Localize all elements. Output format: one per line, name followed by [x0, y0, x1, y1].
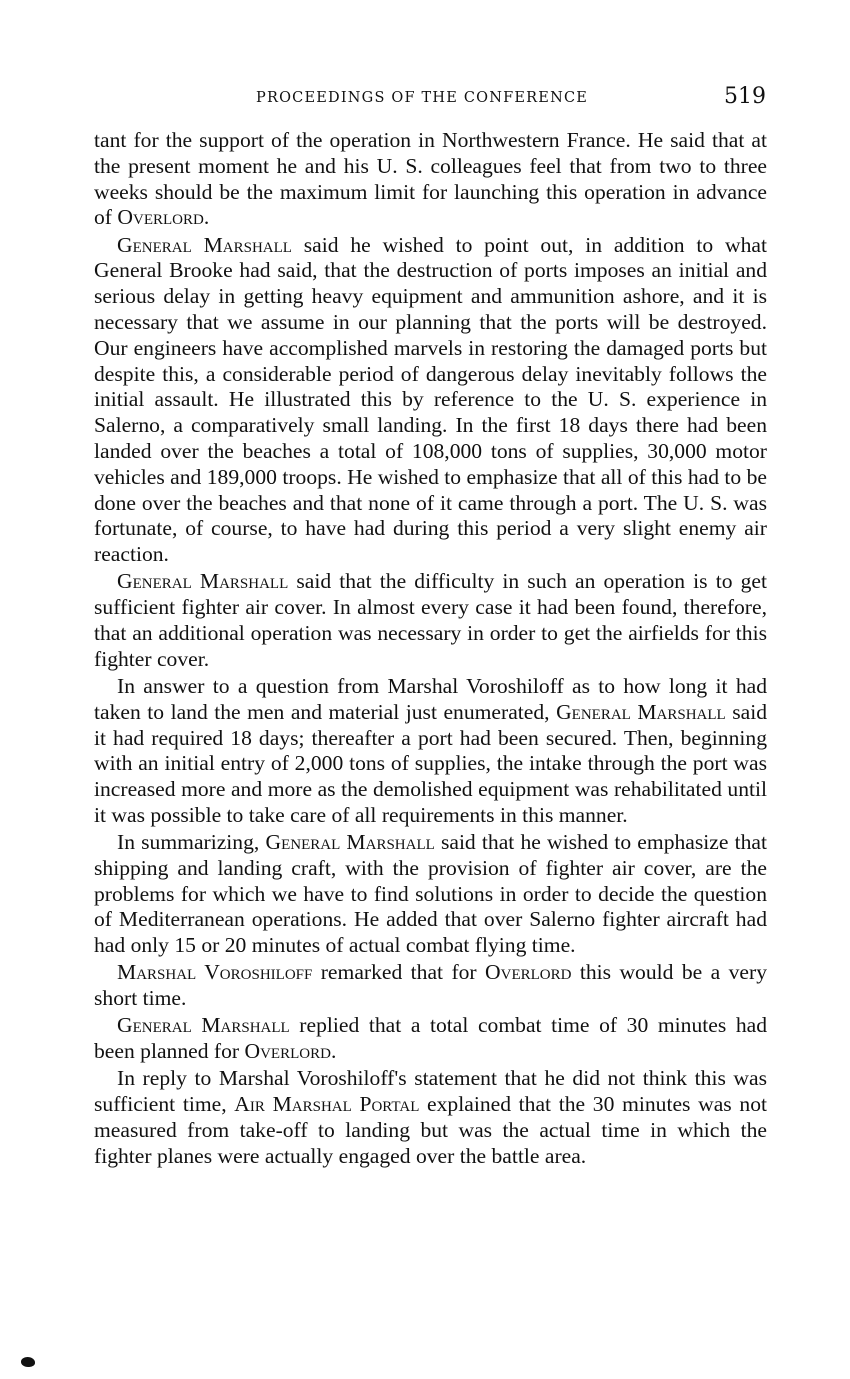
speaker-name: Air Marshal Portal: [234, 1092, 420, 1117]
operation-name: Overlord: [485, 960, 572, 985]
paragraph-text: said that he wished to emphasize that shipping and landing craft, with the provision of fighter air cover, are the problems for which we have to find solutions in order to decide the question of Mediterranean operations. He added that over Salerno fighter aircraft had had only 15 or 20 minutes of actual combat flying time.: [94, 830, 767, 958]
paragraph-5: [94, 830, 767, 959]
paragraph-7: [94, 1013, 767, 1065]
page-number: 519: [724, 84, 766, 109]
paragraph-text: In summarizing,: [117, 830, 266, 855]
operation-name: Overlord: [117, 205, 204, 230]
paragraph-text: this would be a very short time.: [94, 960, 767, 1011]
paragraph-text: said it had required 18 days; thereafter a port had been secured. Then, beginning with an initial entry of 2,000 tons of supplies, the intake through the port was increased more and more as the demolished equipment was rehabilitated until it was possible to take care of all requirements in this manner.: [94, 699, 768, 827]
paragraph-text: said that the difficulty in such an operation is to get sufficient fighter air cover. In almost every case it had been found, therefore, that an additional operation was necessary in order to get the airfields for this fighter cover.: [94, 569, 767, 671]
speaker-name: General Marshall: [117, 569, 289, 594]
speaker-name: General Marshall: [117, 1013, 290, 1038]
paragraph-text: tant for the support of the operation in Northwestern France. He said that at the present moment he and his U. S. colleagues feel that from two to three weeks should be the maximum limit for launching this operation in advance of: [94, 128, 767, 230]
paragraph-text: .: [203, 205, 210, 230]
paragraph-3: [94, 569, 767, 672]
body-text: [94, 128, 767, 1171]
running-title: PROCEEDINGS OF THE CONFERENCE: [256, 90, 589, 106]
paragraph-text: In reply to Marshal Voroshiloff's statement that he did not think this was sufficient time,: [94, 1066, 767, 1117]
speaker-name: General Marshall: [556, 699, 726, 724]
running-head: [94, 86, 766, 116]
paragraph-text: said he wished to point out, in addition to what General Brooke had said, that the destruction of ports imposes an initial and serious delay in getting heavy equipment and ammunition ashore, and it is necessary that we assume in our planning that the ports will be destroyed. Our engineers have accomplished marvels in restoring the damaged ports but despite this, a considerable period of dangerous delay inevitably follows the initial assault. He illustrated this by reference to the U. S. experience in Salerno, a comparatively small landing. In the first 18 days there had been landed over the beaches a total of 108,000 tons of supplies, 30,000 motor vehicles and 189,000 troops. He wished to emphasize that all of this had to be done over the beaches and that none of it came through a port. The U. S. was fortunate, of course, to have had during this period a very slight enemy air reaction.: [94, 232, 767, 567]
paragraph-6: [94, 960, 767, 1012]
speaker-name: General Marshall: [265, 830, 435, 855]
paragraph-text: In answer to a question from Marshal Voroshiloff as to how long it had taken to land the men and material just enumerated,: [94, 673, 767, 724]
speaker-name: General Marshall: [117, 232, 292, 257]
ink-blot-mark: [21, 1357, 35, 1367]
paragraph-2: [94, 233, 767, 568]
paragraph-text: replied that a total combat time of 30 minutes had been planned for: [94, 1013, 767, 1064]
paragraph-8: [94, 1066, 767, 1169]
paragraph-1: [94, 128, 767, 231]
paragraph-4: [94, 674, 767, 829]
paragraph-text: explained that the 30 minutes was not measured from take-off to landing but was the actual time in which the fighter planes were actually engaged over the battle area.: [94, 1092, 767, 1168]
paragraph-text: .: [330, 1039, 337, 1064]
speaker-name: Marshal Voroshiloff: [117, 960, 313, 985]
operation-name: Overlord: [244, 1039, 331, 1064]
paragraph-text: remarked that for: [312, 960, 486, 985]
